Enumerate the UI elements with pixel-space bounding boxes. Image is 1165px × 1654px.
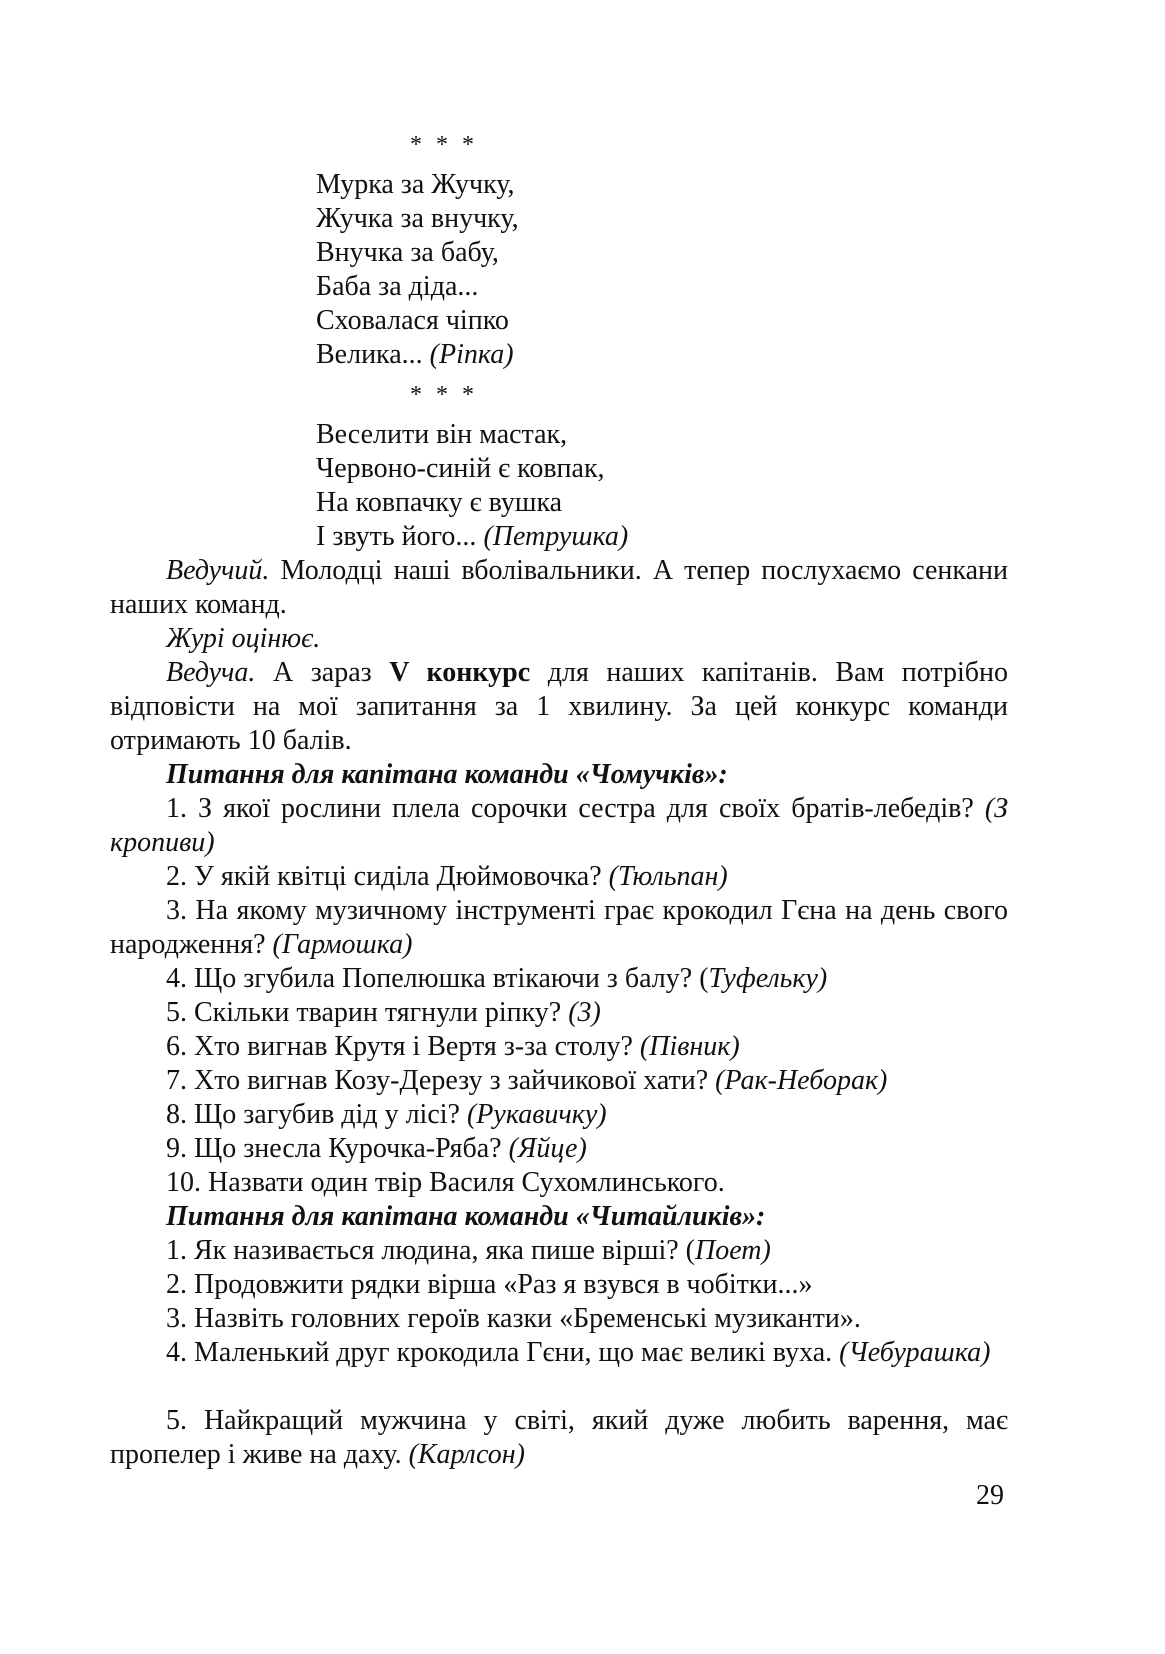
remark-text: А зараз [255, 657, 390, 688]
question-text: 5. Найкращий мужчина у світі, який дуже любить варення, має пропелер і живе на даху. [110, 1405, 1008, 1470]
question [110, 1166, 1008, 1200]
question-text: 1. Як називається людина, яка пише вірші? ( [166, 1235, 695, 1266]
question-answer: (Рак-Неборак) [715, 1065, 888, 1096]
verse-text: І звуть його... [316, 521, 484, 552]
question-answer: (3) [568, 997, 601, 1028]
verse-line: Мурка за Жучку, [316, 169, 515, 200]
verse-line: Жучка за внучку, [316, 203, 519, 234]
verse-line: Червоно-синій є ковпак, [316, 453, 605, 484]
jury-note: Журі оцінює. [166, 623, 321, 654]
verse-line [316, 338, 514, 372]
remark-text: Молодці наші вболівальники. А тепер послухаємо сенкани наших команд. [110, 555, 1008, 620]
question [110, 894, 1008, 962]
verse-line: Баба за діда... [316, 271, 479, 302]
page-number: 29 [976, 1480, 1004, 1511]
question [110, 1098, 1008, 1132]
riddle-answer: (Ріпка) [429, 339, 514, 370]
question-answer: Туфельку) [708, 963, 828, 994]
question-text: 7. Хто вигнав Козу-Дерезу з зайчикової хати? [166, 1065, 716, 1096]
question [110, 1336, 1008, 1370]
verse-line: Внучка за бабу, [316, 237, 499, 268]
remark-text: для наших капітанів. Вам потрібно відповісти на мої запитання за 1 хвилину. За цей конкурс команди отримають 10 балів. [110, 657, 1008, 756]
verse-line: На ковпачку є вушка [316, 487, 563, 518]
verse-line: Сховалася чіпко [316, 305, 509, 336]
verse-text: Велика... [316, 339, 430, 370]
question-answer: (З кропиви) [110, 793, 1008, 858]
question-text: 3. На якому музичному інструменті грає крокодил Гєна на день свого народження? [110, 895, 1008, 960]
question [110, 1132, 1008, 1166]
section-heading [110, 1200, 1008, 1234]
question-text: 10. Назвати один твір Василя Сухомлинського. [166, 1167, 725, 1198]
section-heading [110, 758, 1008, 792]
question [110, 962, 1008, 996]
speaker-label: Ведучий. [166, 555, 270, 586]
host-remark [110, 554, 1008, 622]
heading-text: Питання для капітана команди «Читайликів»: [166, 1201, 766, 1232]
question-text: 2. Продовжити рядки вірша «Раз я взувся в чобітки...» [166, 1269, 813, 1300]
host-remark [110, 656, 1008, 758]
question [110, 792, 1008, 860]
contest-name: V конкурс [389, 657, 531, 688]
question-answer: (Карлсон) [408, 1439, 525, 1470]
verse-line: Веселити він мастак, [316, 419, 568, 450]
question-answer: Поет) [695, 1235, 771, 1266]
heading-text: Питання для капітана команди «Чомучків»: [166, 759, 728, 790]
question [110, 1302, 1008, 1336]
question-answer: (Яйце) [508, 1133, 587, 1164]
question-answer: (Півник) [639, 1031, 740, 1062]
question-text: 5. Скільки тварин тягнули ріпку? [166, 997, 569, 1028]
question [110, 1064, 1008, 1098]
question-text: 6. Хто вигнав Крутя і Вертя з-за столу? [166, 1031, 640, 1062]
verse-separator: * * * [410, 382, 478, 408]
question-text: 3. Назвіть головних героїв казки «Бременські музиканти». [166, 1303, 861, 1334]
question-text: 9. Що знесла Курочка-Ряба? [166, 1133, 509, 1164]
question-text: 4. Що згубила Попелюшка втікаючи з балу? ( [166, 963, 709, 994]
question-text: 8. Що загубив дід у лісі? [166, 1099, 467, 1130]
speaker-label: Ведуча. [166, 657, 256, 688]
question [110, 1234, 1008, 1268]
riddle-answer: (Петрушка) [483, 521, 629, 552]
question [110, 860, 1008, 894]
question-text: 4. Маленький друг крокодила Гєни, що має великі вуха. [166, 1337, 840, 1368]
question [110, 1268, 1008, 1302]
question-text: 2. У якій квітці сиділа Дюймовочка? [166, 861, 609, 892]
question-answer: (Чебурашка) [839, 1337, 991, 1368]
question-answer: (Тюльпан) [608, 861, 728, 892]
stage-direction [110, 622, 1008, 656]
question-text: 1. З якої рослини плела сорочки сестра для своїх братів-лебедів? [166, 793, 985, 824]
question [110, 1030, 1008, 1064]
verse-line [316, 520, 628, 554]
verse-separator: * * * [410, 132, 478, 158]
question [110, 1404, 1008, 1472]
question [110, 996, 1008, 1030]
question-answer: (Рукавичку) [466, 1099, 607, 1130]
question-answer: (Гармошка) [272, 929, 413, 960]
